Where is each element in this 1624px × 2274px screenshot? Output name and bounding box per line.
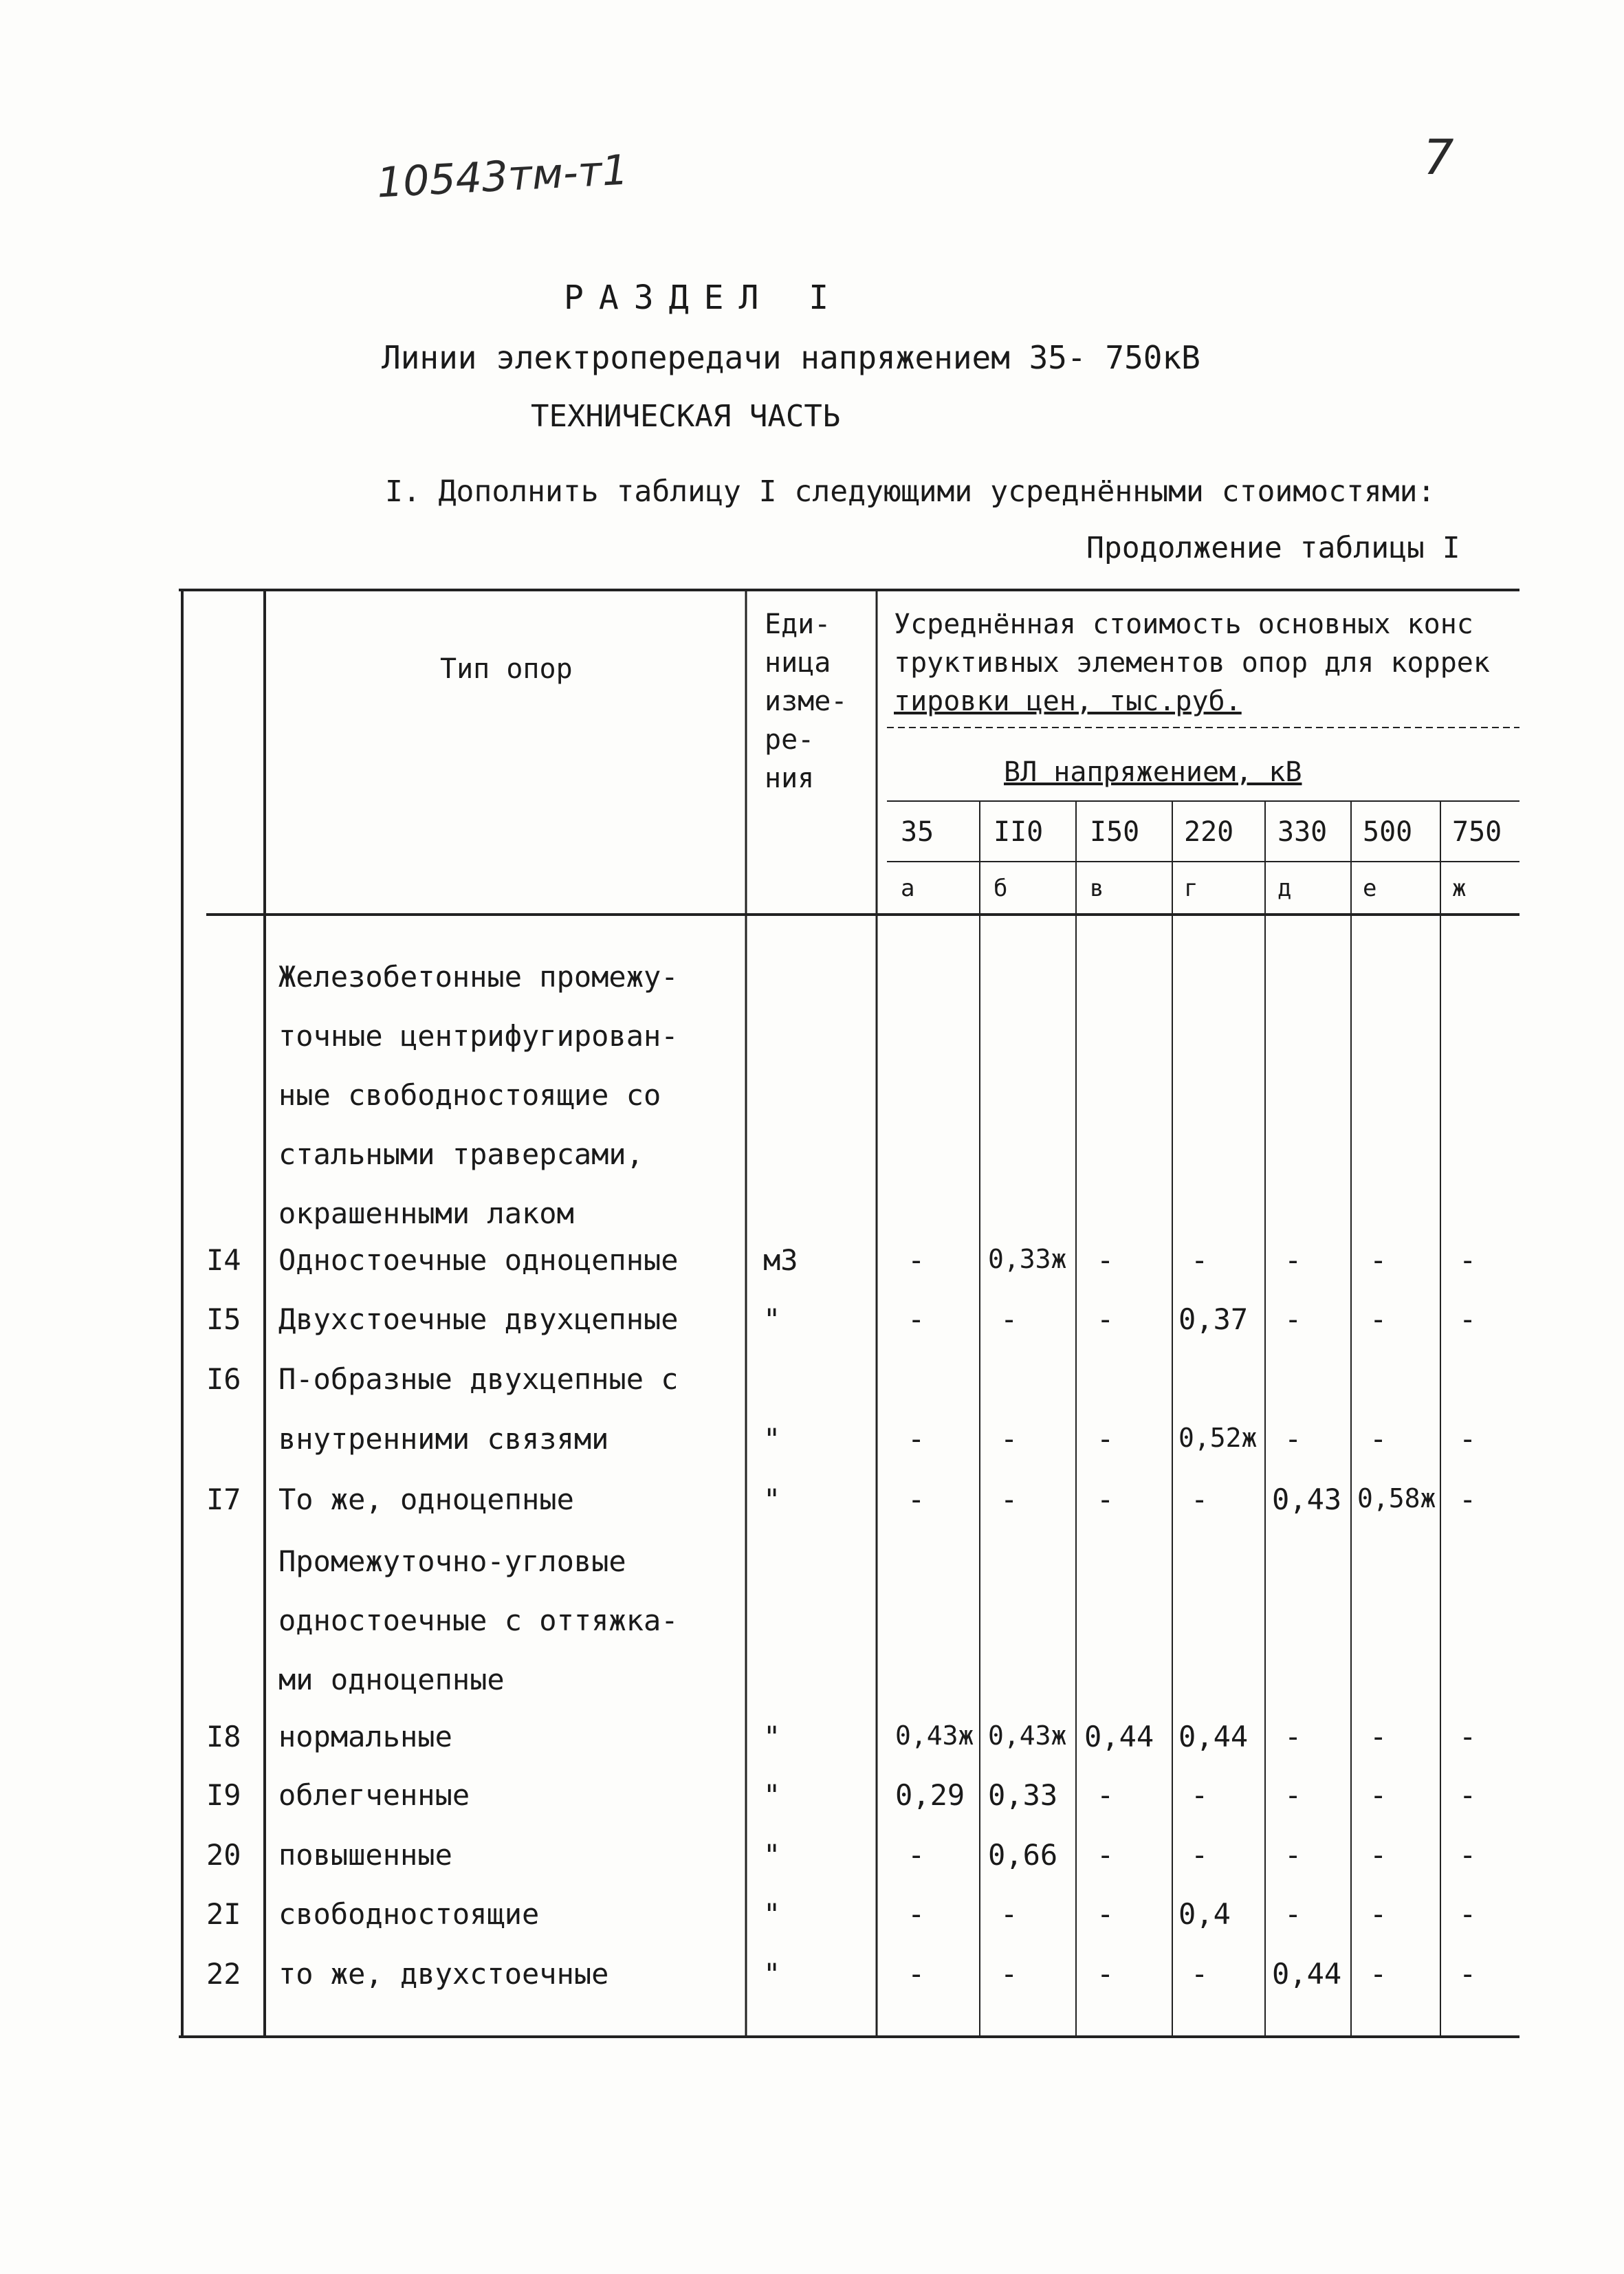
row-value: - xyxy=(1097,1483,1115,1516)
row-type-name: То же, одноцепные xyxy=(278,1483,574,1516)
row-value: 0,37 xyxy=(1178,1302,1249,1336)
row-value: 0,43ж xyxy=(988,1720,1067,1751)
row-unit: " xyxy=(763,1422,781,1456)
column-letter-6: ж xyxy=(1452,875,1467,902)
row-type-name: нормальные xyxy=(278,1720,452,1753)
row-value: - xyxy=(1191,1838,1209,1872)
row-value: - xyxy=(1459,1302,1477,1336)
row-number: I7 xyxy=(206,1483,241,1516)
cost-header-line: Усреднённая стоимость основных конс xyxy=(894,609,1473,640)
row-type-name: внутренними связями xyxy=(278,1422,609,1456)
row-value: - xyxy=(1000,1957,1018,1991)
row-value: - xyxy=(1284,1243,1302,1277)
row-value: - xyxy=(1370,1302,1387,1336)
row-value: - xyxy=(1097,1897,1115,1931)
row-value: - xyxy=(1284,1302,1302,1336)
row-value: - xyxy=(1191,1957,1209,1991)
voltage-3: 220 xyxy=(1184,816,1234,848)
instruction-text: I. Дополнить таблицу I следующими усреднёнными стоимостями: xyxy=(385,474,1436,509)
unit-header xyxy=(765,605,847,798)
row-value: - xyxy=(1191,1778,1209,1812)
row-value: 0,66 xyxy=(988,1838,1058,1872)
column-letter-1: б xyxy=(994,875,1008,902)
voltage-2: I50 xyxy=(1090,816,1140,848)
row-number: I4 xyxy=(206,1243,241,1277)
row-value: - xyxy=(1459,1243,1477,1277)
row-number: 22 xyxy=(206,1957,241,1991)
row-type-name: Одностоечные одноцепные xyxy=(278,1243,679,1277)
row-value: 0,44 xyxy=(1084,1720,1154,1753)
group1-line: окрашенными лаком xyxy=(278,1196,574,1230)
row-value: - xyxy=(1284,1720,1302,1753)
row-value: - xyxy=(1284,1778,1302,1812)
row-value: - xyxy=(1370,1838,1387,1872)
cost-header-line: тировки цен, тыс.руб. xyxy=(894,686,1242,717)
unit-header-line: Еди- xyxy=(765,609,831,640)
row-number: I5 xyxy=(206,1302,241,1336)
row-number: 20 xyxy=(206,1838,241,1872)
voltage-0: 35 xyxy=(901,816,934,848)
page-number: 7 xyxy=(1423,129,1454,186)
row-value: - xyxy=(1459,1778,1477,1812)
row-value: - xyxy=(1284,1838,1302,1872)
row-unit: " xyxy=(763,1483,781,1516)
row-type-name: свободностоящие xyxy=(278,1897,540,1931)
row-value: - xyxy=(1097,1243,1115,1277)
row-value: - xyxy=(908,1483,925,1516)
row-type-name: П-образные двухцепные с xyxy=(278,1362,679,1396)
row-value: 0,43ж xyxy=(895,1720,974,1751)
row-number: I8 xyxy=(206,1720,241,1753)
row-unit: " xyxy=(763,1720,781,1753)
row-unit: " xyxy=(763,1778,781,1812)
row-value: - xyxy=(1097,1422,1115,1456)
voltage-1: II0 xyxy=(994,816,1044,848)
row-value: 0,33 xyxy=(988,1778,1058,1812)
row-value: - xyxy=(908,1838,925,1872)
row-value: - xyxy=(1097,1957,1115,1991)
unit-header-line: ния xyxy=(765,763,815,794)
row-value: - xyxy=(1000,1897,1018,1931)
column-letter-0: а xyxy=(901,875,915,902)
row-unit: м3 xyxy=(763,1243,798,1277)
column-letter-4: д xyxy=(1277,875,1292,902)
unit-header-line: ре- xyxy=(765,724,815,756)
row-value: - xyxy=(1459,1838,1477,1872)
column-letter-3: г xyxy=(1184,875,1198,902)
row-type-name: повышенные xyxy=(278,1838,452,1872)
row-value: - xyxy=(1459,1483,1477,1516)
voltage-4: 330 xyxy=(1277,816,1328,848)
row-value: 0,58ж xyxy=(1357,1483,1436,1513)
row-value: - xyxy=(1097,1302,1115,1336)
row-value: 0,4 xyxy=(1178,1897,1231,1931)
unit-header-line: ница xyxy=(765,647,831,679)
row-unit: " xyxy=(763,1957,781,1991)
row-value: - xyxy=(908,1302,925,1336)
row-value: 0,43 xyxy=(1272,1483,1342,1516)
group-label-reinforced-concrete xyxy=(278,960,679,1258)
row-number: I6 xyxy=(206,1362,241,1396)
row-value: - xyxy=(1459,1957,1477,1991)
column-letter-2: в xyxy=(1090,875,1104,902)
row-value: - xyxy=(1000,1422,1018,1456)
row-value: - xyxy=(1097,1838,1115,1872)
row-value: - xyxy=(908,1243,925,1277)
voltage-6: 750 xyxy=(1452,816,1502,848)
row-value: - xyxy=(1370,1897,1387,1931)
row-value: - xyxy=(908,1422,925,1456)
cost-header xyxy=(894,605,1513,721)
table-continuation-label: Продолжение таблицы I xyxy=(1086,531,1460,565)
document-code: 10543тм-т1 xyxy=(375,146,630,208)
voltage-header: ВЛ напряжением, кВ xyxy=(1004,756,1302,788)
row-value: - xyxy=(1000,1302,1018,1336)
type-header: Тип опор xyxy=(440,653,573,685)
group2-line: ми одноцепные xyxy=(278,1663,505,1696)
row-value: - xyxy=(1191,1483,1209,1516)
group2-line: Промежуточно-угловые xyxy=(278,1544,626,1578)
group-label-intermediate-angle xyxy=(278,1544,679,1725)
row-number: 2I xyxy=(206,1897,241,1931)
cost-header-line: труктивных элементов опор для коррек xyxy=(894,647,1490,679)
group1-line: точные центрифугирован- xyxy=(278,1019,679,1053)
row-value: - xyxy=(1459,1720,1477,1753)
row-value: - xyxy=(1370,1957,1387,1991)
row-value: - xyxy=(1370,1720,1387,1753)
row-number: I9 xyxy=(206,1778,241,1812)
group1-line: Железобетонные промежу- xyxy=(278,960,679,994)
row-value: - xyxy=(1191,1243,1209,1277)
subtitle: Линии электропередачи напряжением 35- 750кВ xyxy=(382,339,1200,376)
row-value: - xyxy=(1000,1483,1018,1516)
technical-part-heading: ТЕХНИЧЕСКАЯ ЧАСТЬ xyxy=(531,399,841,434)
row-value: - xyxy=(1284,1897,1302,1931)
row-type-name: Двухстоечные двухцепные xyxy=(278,1302,679,1336)
row-unit: " xyxy=(763,1302,781,1336)
row-value: 0,33ж xyxy=(988,1244,1067,1274)
row-value: - xyxy=(1459,1422,1477,1456)
row-value: 0,44 xyxy=(1272,1957,1342,1991)
section-title: РАЗДЕЛ I xyxy=(564,278,844,317)
row-value: - xyxy=(908,1897,925,1931)
group2-line: одностоечные с оттяжка- xyxy=(278,1604,679,1637)
row-value: - xyxy=(1370,1778,1387,1812)
row-value: - xyxy=(908,1957,925,1991)
row-type-name: то же, двухстоечные xyxy=(278,1957,609,1991)
row-type-name: облегченные xyxy=(278,1778,470,1812)
row-value: - xyxy=(1370,1243,1387,1277)
row-unit: " xyxy=(763,1897,781,1931)
row-value: - xyxy=(1284,1422,1302,1456)
row-unit: " xyxy=(763,1838,781,1872)
row-value: 0,44 xyxy=(1178,1720,1249,1753)
unit-header-line: изме- xyxy=(765,686,848,717)
row-value: 0,29 xyxy=(895,1778,965,1812)
row-value: 0,52ж xyxy=(1178,1423,1258,1453)
column-letter-5: е xyxy=(1363,875,1377,902)
voltage-5: 500 xyxy=(1363,816,1413,848)
group1-line: ные свободностоящие со xyxy=(278,1078,661,1112)
row-value: - xyxy=(1459,1897,1477,1931)
row-value: - xyxy=(1370,1422,1387,1456)
group1-line: стальными траверсами, xyxy=(278,1137,644,1171)
row-value: - xyxy=(1097,1778,1115,1812)
